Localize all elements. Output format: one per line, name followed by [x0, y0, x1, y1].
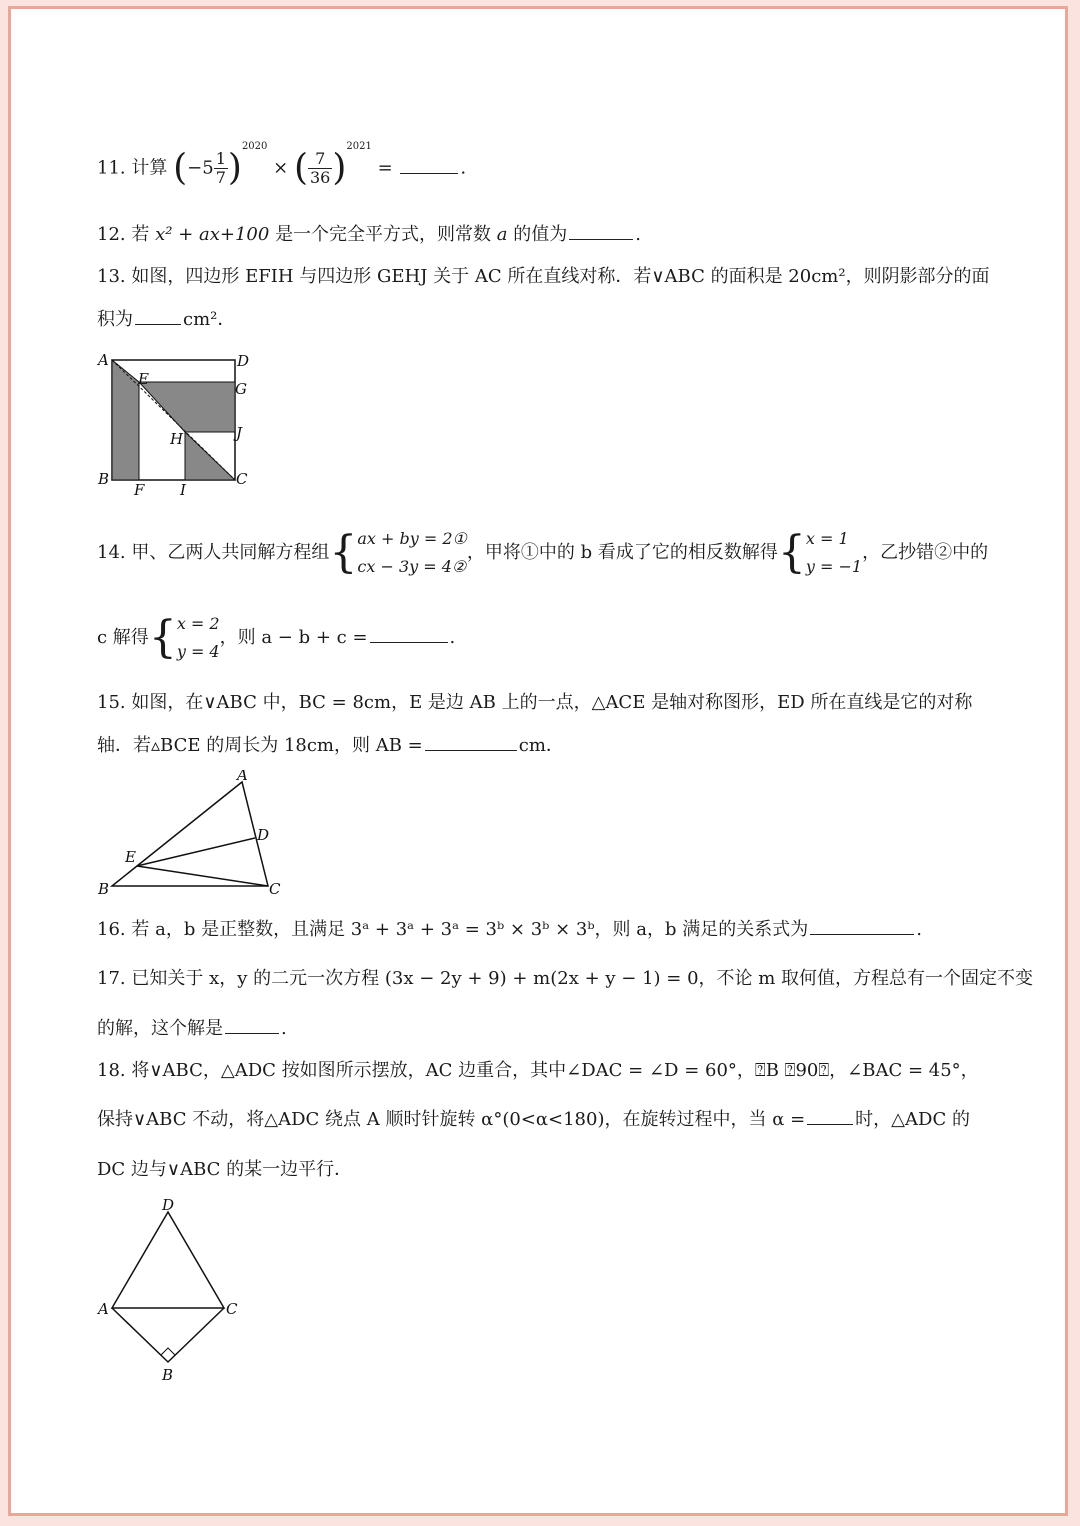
label-a: A	[237, 770, 248, 784]
segment-ec	[137, 866, 268, 886]
question-18-line-2: 保持∨ABC 不动，将△ADC 绕点 A 顺时针旋转 α°(0<α<180)，在旋转过程中，当 α = 时，△ADC 的	[97, 1109, 970, 1130]
question-14-line-2: c 解得{ x = 2 y = 4 ，则 a − b + c = .	[97, 610, 455, 670]
figure-15	[92, 770, 292, 900]
label-j: J	[236, 424, 243, 442]
question-15: 15. 如图，在∨ABC 中，BC = 8cm，E 是边 AB 上的一点，△ACE 是轴对称图形，ED 所在直线是它的对称	[97, 692, 973, 713]
label-c: C	[269, 880, 281, 898]
exponent-2: 2021	[346, 140, 372, 152]
question-11: 11. 计算 (−5 $\frac{1}{7}$ )$^{2020}$ × ( $\frac{7}{36}$ )$^{2021}$ = .	[97, 140, 467, 189]
answer-blank[interactable]	[810, 918, 914, 935]
label-d: D	[237, 352, 250, 370]
answer-blank[interactable]	[400, 157, 458, 174]
label-b: B	[162, 1366, 174, 1384]
triangle-adc	[112, 1212, 224, 1308]
question-18: 18. 将∨ABC，△ADC 按如图所示摆放，AC 边重合，其中∠DAC = ∠D = 60°，⍰B ⍰90⍰，∠BAC = 45°，	[97, 1060, 979, 1081]
question-15-line-2: 轴．若▵BCE 的周长为 18cm，则 AB = cm．	[97, 735, 564, 756]
triangle-abc	[112, 782, 268, 886]
label-e: E	[125, 848, 136, 866]
label-b: B	[98, 470, 110, 488]
label-c: C	[226, 1300, 238, 1318]
answer-blank[interactable]	[425, 734, 517, 751]
label-i: I	[180, 481, 186, 499]
label-e: E	[138, 370, 149, 388]
question-16: 16. 若 a，b 是正整数，且满足 3ᵃ + 3ᵃ + 3ᵃ = 3ᵇ × 3ᵇ × 3ᵇ，则 a，b 满足的关系式为 .	[97, 919, 922, 940]
question-18-line-3: DC 边与∨ABC 的某一边平行．	[97, 1159, 353, 1180]
label-d: D	[257, 826, 270, 844]
exponent-1: 2020	[241, 140, 268, 152]
answer-blank[interactable]	[225, 1017, 279, 1034]
expression: x² + ax+100	[155, 224, 270, 245]
answer-blank[interactable]	[807, 1108, 853, 1125]
label-c: C	[236, 470, 248, 488]
answer-blank[interactable]	[569, 223, 633, 240]
question-number: 13.	[97, 266, 126, 287]
label-a: A	[98, 351, 109, 369]
question-number: 11.	[97, 157, 126, 179]
question-17: 17. 已知关于 x，y 的二元一次方程 (3x − 2y + 9) + m(2x + y − 1) = 0，不论 m 取何值，方程总有一个固定不变	[97, 968, 1034, 989]
shaded-region-top	[139, 382, 235, 432]
question-13: 13. 如图，四边形 EFIH 与四边形 GEHJ 关于 AC 所在直线对称．若∨ABC 的面积是 20cm²，则阴影部分的面	[97, 266, 990, 287]
label-g: G	[235, 380, 247, 398]
question-13-line-2: 积为 cm²．	[97, 309, 236, 330]
figure-18	[92, 1190, 262, 1390]
answer-blank[interactable]	[135, 308, 181, 325]
question-number: 17.	[97, 968, 126, 989]
question-14: 14. 甲、乙两人共同解方程组{ ax + by = 2① cx − 3y = 4② ，甲将①中的 b 看成了它的相反数解得{ x = 1 y = −1 ，乙抄错②中的	[97, 525, 988, 585]
label-d: D	[162, 1196, 175, 1214]
question-12: 12. 若 x² + ax+100 是一个完全平方式，则常数 a 的值为 .	[97, 224, 641, 245]
right-angle-mark	[161, 1348, 175, 1355]
label-h: H	[170, 430, 184, 448]
triangle-abc	[112, 1308, 224, 1362]
equation-system: ax + by = 2① cx − 3y = 4②	[357, 529, 467, 576]
shaded-region-left	[112, 360, 139, 480]
question-number: 18.	[97, 1060, 126, 1081]
label-a: A	[98, 1300, 109, 1318]
question-number: 15.	[97, 692, 126, 713]
solution-2: x = 2 y = 4	[176, 614, 220, 661]
times-sign: ×	[273, 157, 289, 179]
question-17-line-2: 的解，这个解是 .	[97, 1018, 287, 1039]
question-number: 16.	[97, 919, 126, 940]
fraction-1: $\frac{1}{7}$	[215, 149, 226, 187]
mixed-whole: −5	[187, 157, 214, 179]
question-number: 14.	[97, 542, 126, 563]
label-b: B	[98, 880, 110, 898]
figure-13	[92, 350, 262, 500]
fraction-2: $\frac{7}{36}$	[310, 149, 331, 187]
answer-blank[interactable]	[370, 626, 448, 643]
solution-1: x = 1 y = −1	[805, 529, 863, 576]
question-number: 12.	[97, 224, 126, 245]
question-prefix: 计算	[131, 157, 168, 179]
equals-sign: =	[377, 157, 393, 179]
label-f: F	[134, 481, 145, 499]
